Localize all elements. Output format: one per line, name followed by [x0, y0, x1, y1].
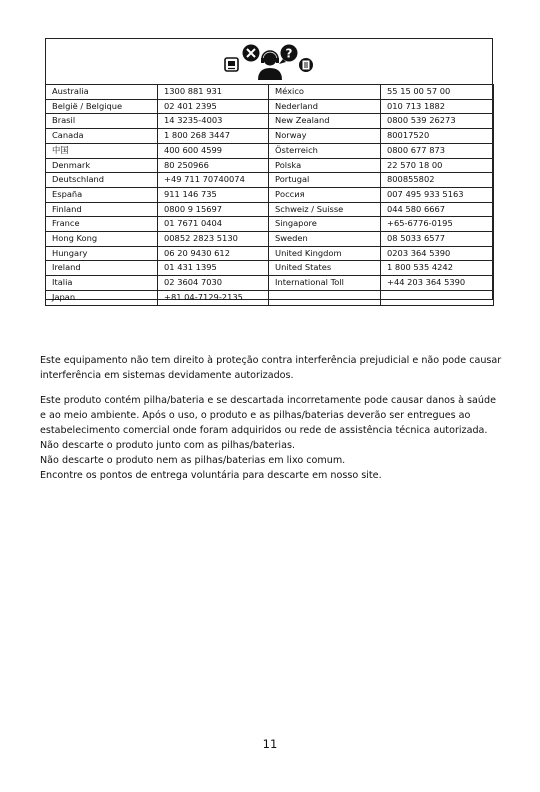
contact-row	[46, 217, 494, 232]
help-question-icon	[279, 44, 298, 64]
phone-number: 911 146 735	[158, 187, 269, 202]
document-list-icon	[299, 58, 313, 72]
contact-row	[46, 114, 494, 129]
phone-number: 400 600 4599	[158, 143, 269, 158]
country-name: Denmark	[46, 158, 158, 173]
phone-number: 02 3604 7030	[158, 276, 269, 291]
contact-row	[46, 261, 494, 276]
phone-number: 01 431 1395	[158, 261, 269, 276]
contact-row	[46, 143, 494, 158]
phone-number: 00852 2823 5130	[158, 232, 269, 247]
disposal-notice	[40, 393, 502, 483]
country-name	[269, 290, 381, 305]
support-phone-table	[45, 84, 494, 306]
monitor-icon	[225, 58, 238, 71]
phone-number: 80017520	[381, 129, 494, 144]
country-name: België / Belgique	[46, 99, 158, 114]
phone-number: 0203 364 5390	[381, 246, 494, 261]
country-name: International Toll	[269, 276, 381, 291]
phone-number: 007 495 933 5163	[381, 187, 494, 202]
country-name: Portugal	[269, 173, 381, 188]
contact-row	[46, 246, 494, 261]
country-name: United States	[269, 261, 381, 276]
country-name: Polska	[269, 158, 381, 173]
phone-number: 044 580 6667	[381, 202, 494, 217]
phone-number: 1 800 535 4242	[381, 261, 494, 276]
country-name: México	[269, 85, 381, 100]
country-name: Hong Kong	[46, 232, 158, 247]
phone-number: 0800 677 873	[381, 143, 494, 158]
country-name: Canada	[46, 129, 158, 144]
country-name: New Zealand	[269, 114, 381, 129]
country-name: Finland	[46, 202, 158, 217]
phone-number	[381, 290, 494, 305]
contact-row	[46, 232, 494, 247]
phone-number: +44 203 364 5390	[381, 276, 494, 291]
phone-number: 14 3235-4003	[158, 114, 269, 129]
country-name: Россия	[269, 187, 381, 202]
country-name: Deutschland	[46, 173, 158, 188]
contact-row	[46, 158, 494, 173]
country-name: Japan	[46, 290, 158, 305]
disposal-line: Não descarte o produto nem as pilhas/baterias em lixo comum.	[40, 455, 346, 466]
contact-row	[46, 187, 494, 202]
headset-agent-icon	[258, 51, 282, 80]
disposal-line: Não descarte o produto junto com as pilhas/baterias.	[40, 440, 295, 451]
phone-number: +65-6776-0195	[381, 217, 494, 232]
svg-text:?: ?	[285, 46, 293, 60]
phone-number: 800855802	[381, 173, 494, 188]
country-name: Norway	[269, 129, 381, 144]
page-number: 11	[262, 737, 278, 751]
phone-number: 55 15 00 57 00	[381, 85, 494, 100]
tools-icon	[243, 44, 260, 61]
contact-row	[46, 276, 494, 291]
support-icon-cluster	[46, 39, 492, 84]
contact-row	[46, 99, 494, 114]
contact-row	[46, 202, 494, 217]
country-name: Italia	[46, 276, 158, 291]
support-contacts-box	[45, 38, 493, 300]
phone-number: 1 800 268 3447	[158, 129, 269, 144]
country-name: Australia	[46, 85, 158, 100]
country-name: Hungary	[46, 246, 158, 261]
phone-number: 0800 9 15697	[158, 202, 269, 217]
phone-number: +49 711 70740074	[158, 173, 269, 188]
phone-number: 02 401 2395	[158, 99, 269, 114]
country-name: United Kingdom	[269, 246, 381, 261]
support-icons-graphic	[219, 42, 319, 82]
country-name: Brasil	[46, 114, 158, 129]
country-name: Singapore	[269, 217, 381, 232]
phone-number: 01 7671 0404	[158, 217, 269, 232]
phone-number: 1300 881 931	[158, 85, 269, 100]
country-name: 中国	[46, 143, 158, 158]
country-name: España	[46, 187, 158, 202]
interference-notice: Este equipamento não tem direito à proteção contra interferência prejudicial e não pode causar interferência em sistemas devidamente autorizados.	[40, 355, 502, 381]
contact-row	[46, 85, 494, 100]
phone-number: 010 713 1882	[381, 99, 494, 114]
contact-row	[46, 129, 494, 144]
phone-number: 0800 539 26273	[381, 114, 494, 129]
country-name: Österreich	[269, 143, 381, 158]
disposal-paragraph: Este produto contém pilha/bateria e se descartada incorretamente pode causar danos à saúde e ao meio ambiente. Após o uso, o produto e as pilhas/baterias deverão ser entregues ao estabelecimento comercial onde foram adquiridos ou rede de assistência técnica autorizada.	[40, 395, 496, 436]
country-name: France	[46, 217, 158, 232]
disposal-line: Encontre os pontos de entrega voluntária para descarte em nosso site.	[40, 470, 382, 481]
contact-row	[46, 173, 494, 188]
country-name: Sweden	[269, 232, 381, 247]
support-phone-table-body	[46, 85, 494, 306]
phone-number: 22 570 18 00	[381, 158, 494, 173]
country-name: Ireland	[46, 261, 158, 276]
phone-number: 06 20 9430 612	[158, 246, 269, 261]
phone-number: +81 04-7129-2135	[158, 290, 269, 305]
phone-number: 08 5033 6577	[381, 232, 494, 247]
country-name: Nederland	[269, 99, 381, 114]
phone-number: 80 250966	[158, 158, 269, 173]
country-name: Schweiz / Suisse	[269, 202, 381, 217]
contact-row	[46, 290, 494, 305]
